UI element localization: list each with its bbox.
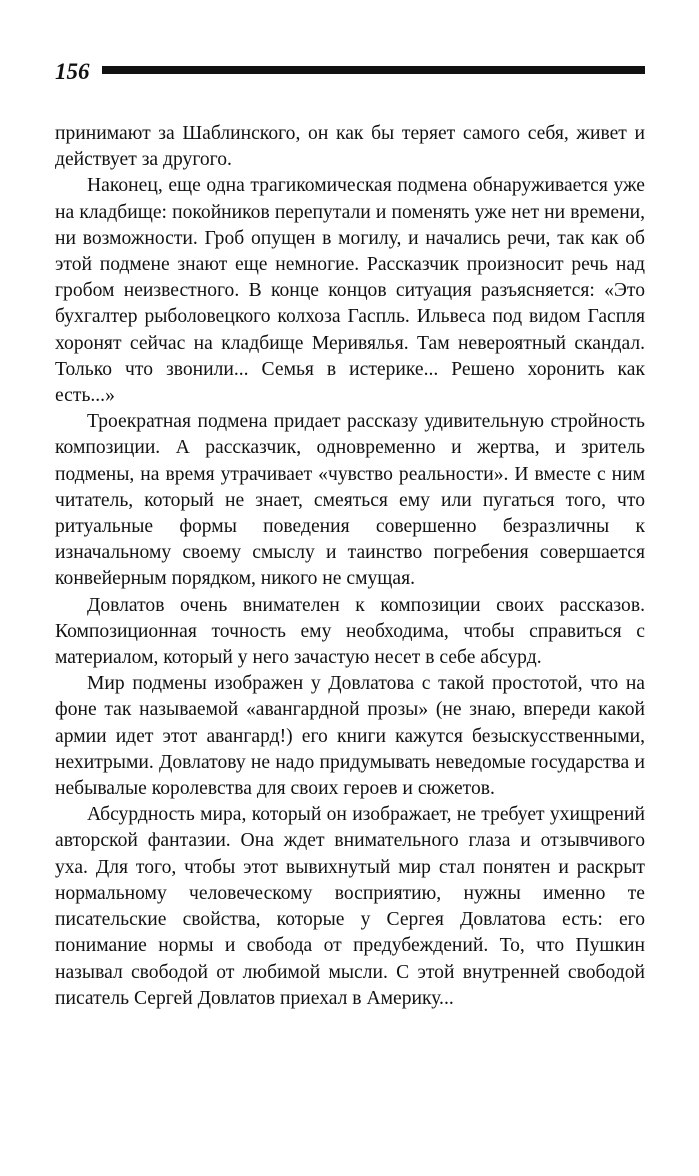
page-header [55, 58, 645, 86]
header-rule [102, 66, 645, 74]
body-text [55, 121, 645, 1012]
paragraph: Мир подмены изображен у Довлатова с такой простотой, что на фоне так называемой «авангардной прозы» (не знаю, впереди какой армии идет этот авангард!) его книги кажутся безыскусственными, нехитрыми. Довлатову не надо придумывать неведомые государства и небывалые королевства для своих героев и сюжетов. [55, 673, 645, 800]
paragraph: Довлатов очень внимателен к композиции своих рассказов. Композиционная точность ему необходима, чтобы справиться с материалом, который у него зачастую несет в себе абсурд. [55, 594, 645, 669]
paragraph: Троекратная подмена придает рассказу удивительную стройность композиции. А рассказчик, одновременно и жертва, и зритель подмены, на время утрачивает «чувство реальности». И вместе с ним читатель, который не знает, смеяться ему или пугаться того, что ритуальные формы поведения совершенно безразличны к изначальному своему смыслу и таинство погребения совершается конвейерным порядком, никого не смущая. [55, 411, 645, 590]
paragraph: Наконец, еще одна трагикомическая подмена обнаруживается уже на кладбище: покойников перепутали и поменять уже нет ни времени, ни возможности. Гроб опущен в могилу, и начались речи, так как об этой подмене знают еще немногие. Рассказчик произносит речь над гробом неизвестного. В конце концов ситуация разъясняется: «Это бухгалтер рыболовецкого колхоза Гаспль. Ильвеса под видом Гаспля хоронят сейчас на кладбище Меривялья. Там невероятный скандал. Только что звонили... Семья в истерике... Решено хоронить как есть...» [55, 175, 645, 407]
paragraph: принимают за Шаблинского, он как бы теряет самого себя, живет и действует за другого. [55, 123, 645, 171]
paragraph: Абсурдность мира, который он изображает, не требует ухищрений авторской фантазии. Она ждет внимательного глаза и отзывчивого уха. Для того, чтобы этот вывихнутый мир стал понятен и раскрыт нормальному человеческому восприятию, нужны именно те писательские свойства, которые у Сергея Довлатова есть: его понимание нормы и свобода от предубеждений. То, что Пушкин называл свободой от любимой мысли. С этой внутренней свободой писатель Сергей Довлатов приехал в Америку... [55, 804, 645, 1009]
page-number: 156 [55, 59, 90, 84]
